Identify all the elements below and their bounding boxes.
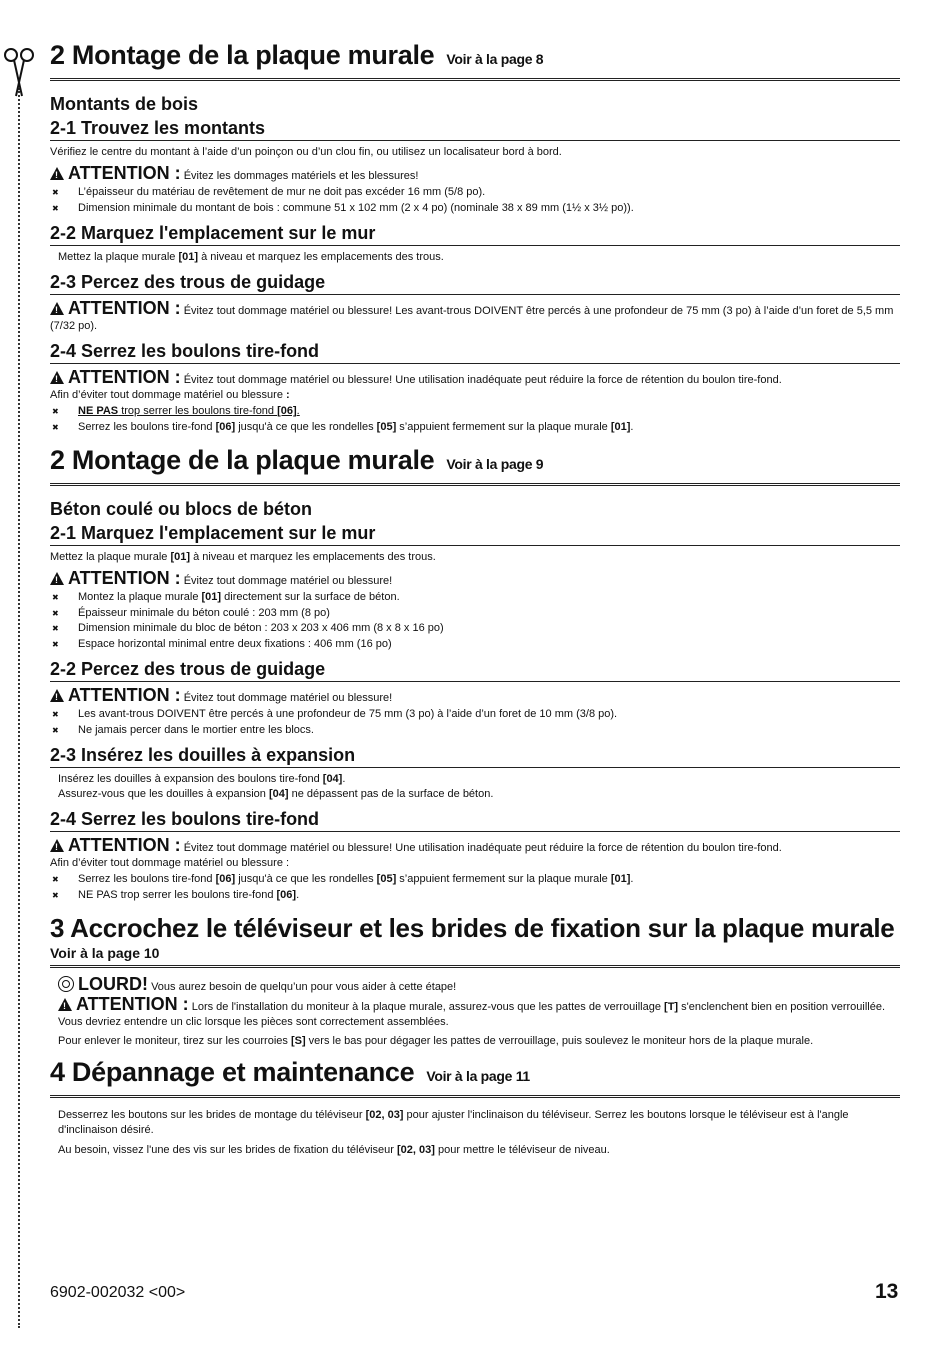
paragraph: Au besoin, vissez l'une des vis sur les brides de fixation du téléviseur [02, 03] pour mettre le téléviseur de niveau. (58, 1144, 610, 1156)
bullet-list (50, 590, 900, 652)
caution-note: !ATTENTION : Évitez tout dommage matériel ou blessure! (50, 688, 900, 706)
section-title: 4 Dépannage et maintenance Voir à la page 11 (50, 1055, 900, 1098)
heavy-note: LOURD! Vous aurez besoin de quelqu’un pour vous aider à cette étape! (50, 976, 900, 995)
subsection-title: Béton coulé ou blocs de béton (50, 499, 313, 519)
subsection-title: Montants de bois (50, 94, 198, 114)
page-reference: Voir à la page 11 (426, 1068, 530, 1084)
page-number: 13 (875, 1280, 899, 1303)
list-item: ✖ Serrez les boulons tire-fond [06] jusqu'à ce que les rondelles [05] s’appuient fermement sur la plaque murale [01]. (50, 872, 900, 888)
step-heading: 2-4 Serrez les boulons tire-fond (50, 340, 900, 364)
list-item: ✖ Les avant-trous DOIVENT être percés à une profondeur de 75 mm (3 po) à l’aide d’un foret de 10 mm (3/8 po). (50, 707, 900, 723)
warning-icon (50, 689, 64, 702)
warning-icon (50, 371, 64, 384)
caution-note: !ATTENTION : Lors de l'installation du moniteur à la plaque murale, assurez-vous que les pattes de verrouillage [T] s'enclenchent bien en position verrouillée. Vous devriez entendre un clic lorsque les pièces sont correctement assemblées. (50, 997, 900, 1030)
paragraph: Mettez la plaque murale [01] à niveau et marquez les emplacements des trous. (58, 251, 444, 263)
paragraph: Assurez-vous que les douilles à expansion [04] ne dépassent pas de la surface de béton. (58, 788, 494, 800)
paragraph: Desserrez les boutons sur les brides de montage du téléviseur [02, 03] pour ajuster l'inclinaison du téléviseur. Serrez les boutons lorsque le téléviseur est à l'angle d'inclinaison désiré. (58, 1109, 849, 1136)
scissors-icon (3, 46, 35, 98)
list-item: ✖ Serrez les boulons tire-fond [06] jusqu'à ce que les rondelles [05] s’appuient fermement sur la plaque murale [01]. (50, 420, 900, 436)
paragraph: Insérez les douilles à expansion des boulons tire-fond [04]. (58, 773, 346, 785)
bullet-list (50, 872, 900, 903)
page-reference: Voir à la page 10 (50, 945, 900, 968)
step-heading: 2-3 Percez des trous de guidage (50, 271, 900, 295)
caution-note: !ATTENTION : Évitez tout dommage matériel ou blessure! Les avant-trous DOIVENT être percés à une profondeur de 75 mm (3 po) à l’aide d’un foret de 5,5 mm (7/32 po). (50, 301, 900, 334)
step-heading: 2-1 Marquez l'emplacement sur le mur (50, 522, 900, 546)
list-item: ✖ Dimension minimale du bloc de béton : 203 x 203 x 406 mm (8 x 8 x 16 po) (50, 621, 900, 637)
bullet-list (50, 707, 900, 738)
paragraph: Vérifiez le centre du montant à l’aide d’un poinçon ou d’un clou fin, ou utilisez un localisateur bord à bord. (50, 146, 562, 158)
step-heading: 2-1 Trouvez les montants (50, 117, 900, 141)
section-title: 3 Accrochez le téléviseur et les brides de fixation sur la plaque murale (50, 913, 895, 943)
cut-line (18, 88, 20, 1328)
caution-note: !ATTENTION : Évitez tout dommage matériel ou blessure! Une utilisation inadéquate peut réduire la force de rétention du boulon tire-fond. (50, 838, 900, 856)
step-heading: 2-2 Marquez l'emplacement sur le mur (50, 222, 900, 246)
document-code: 6902-002032 <00> (50, 1284, 186, 1301)
step-heading: 2-3 Insérez les douilles à expansion (50, 744, 900, 768)
list-item: ✖ Montez la plaque murale [01] directement sur la surface de béton. (50, 590, 900, 606)
caution-note: !ATTENTION : Évitez tout dommage matériel ou blessure! Une utilisation inadéquate peut réduire la force de rétention du boulon tire-fond. (50, 370, 900, 388)
warning-icon (50, 839, 64, 852)
page-reference: Voir à la page 8 (446, 51, 544, 67)
list-item: ✖ Épaisseur minimale du béton coulé : 203 mm (8 po) (50, 606, 900, 622)
bullet-list (50, 404, 900, 435)
list-item: ✖ NE PAS trop serrer les boulons tire-fond [06]. (50, 888, 900, 904)
paragraph: Afin d’éviter tout dommage matériel ou blessure : (50, 857, 290, 869)
paragraph: Afin d’éviter tout dommage matériel ou blessure : (50, 389, 290, 401)
caution-note: !ATTENTION : Évitez tout dommage matériel ou blessure! (50, 571, 900, 589)
list-item: ✖ NE PAS trop serrer les boulons tire-fond [06]. (50, 404, 900, 420)
paragraph: Mettez la plaque murale [01] à niveau et marquez les emplacements des trous. (50, 551, 436, 563)
list-item: ✖ Espace horizontal minimal entre deux fixations : 406 mm (16 po) (50, 637, 900, 653)
list-item: ✖ L’épaisseur du matériau de revêtement de mur ne doit pas excéder 16 mm (5/8 po). (50, 185, 900, 201)
step-heading: 2-4 Serrez les boulons tire-fond (50, 808, 900, 832)
step-heading: 2-2 Percez des trous de guidage (50, 658, 900, 682)
paragraph: Pour enlever le moniteur, tirez sur les courroies [S] vers le bas pour dégager les pattes de verrouillage, puis soulevez le moniteur hors de la plaque murale. (58, 1035, 814, 1047)
bullet-list (50, 185, 900, 216)
section-title: 2 Montage de la plaque murale Voir à la page 8 (50, 38, 900, 81)
list-item: ✖ Dimension minimale du montant de bois : commune 51 x 102 mm (2 x 4 po) (nominale 38 x 89 mm (1½ x 3½ po)). (50, 201, 900, 217)
heavy-lift-icon (58, 976, 74, 992)
caution-note: !ATTENTION : Évitez les dommages matériels et les blessures! (50, 166, 900, 184)
warning-icon (50, 167, 64, 180)
warning-icon (50, 572, 64, 585)
list-item: ✖ Ne jamais percer dans le mortier entre les blocs. (50, 723, 900, 739)
warning-icon (58, 998, 72, 1011)
section-title: 2 Montage de la plaque murale Voir à la page 9 (50, 443, 900, 486)
page-content (50, 38, 900, 1158)
warning-icon (50, 302, 64, 315)
page-reference: Voir à la page 9 (446, 456, 544, 472)
